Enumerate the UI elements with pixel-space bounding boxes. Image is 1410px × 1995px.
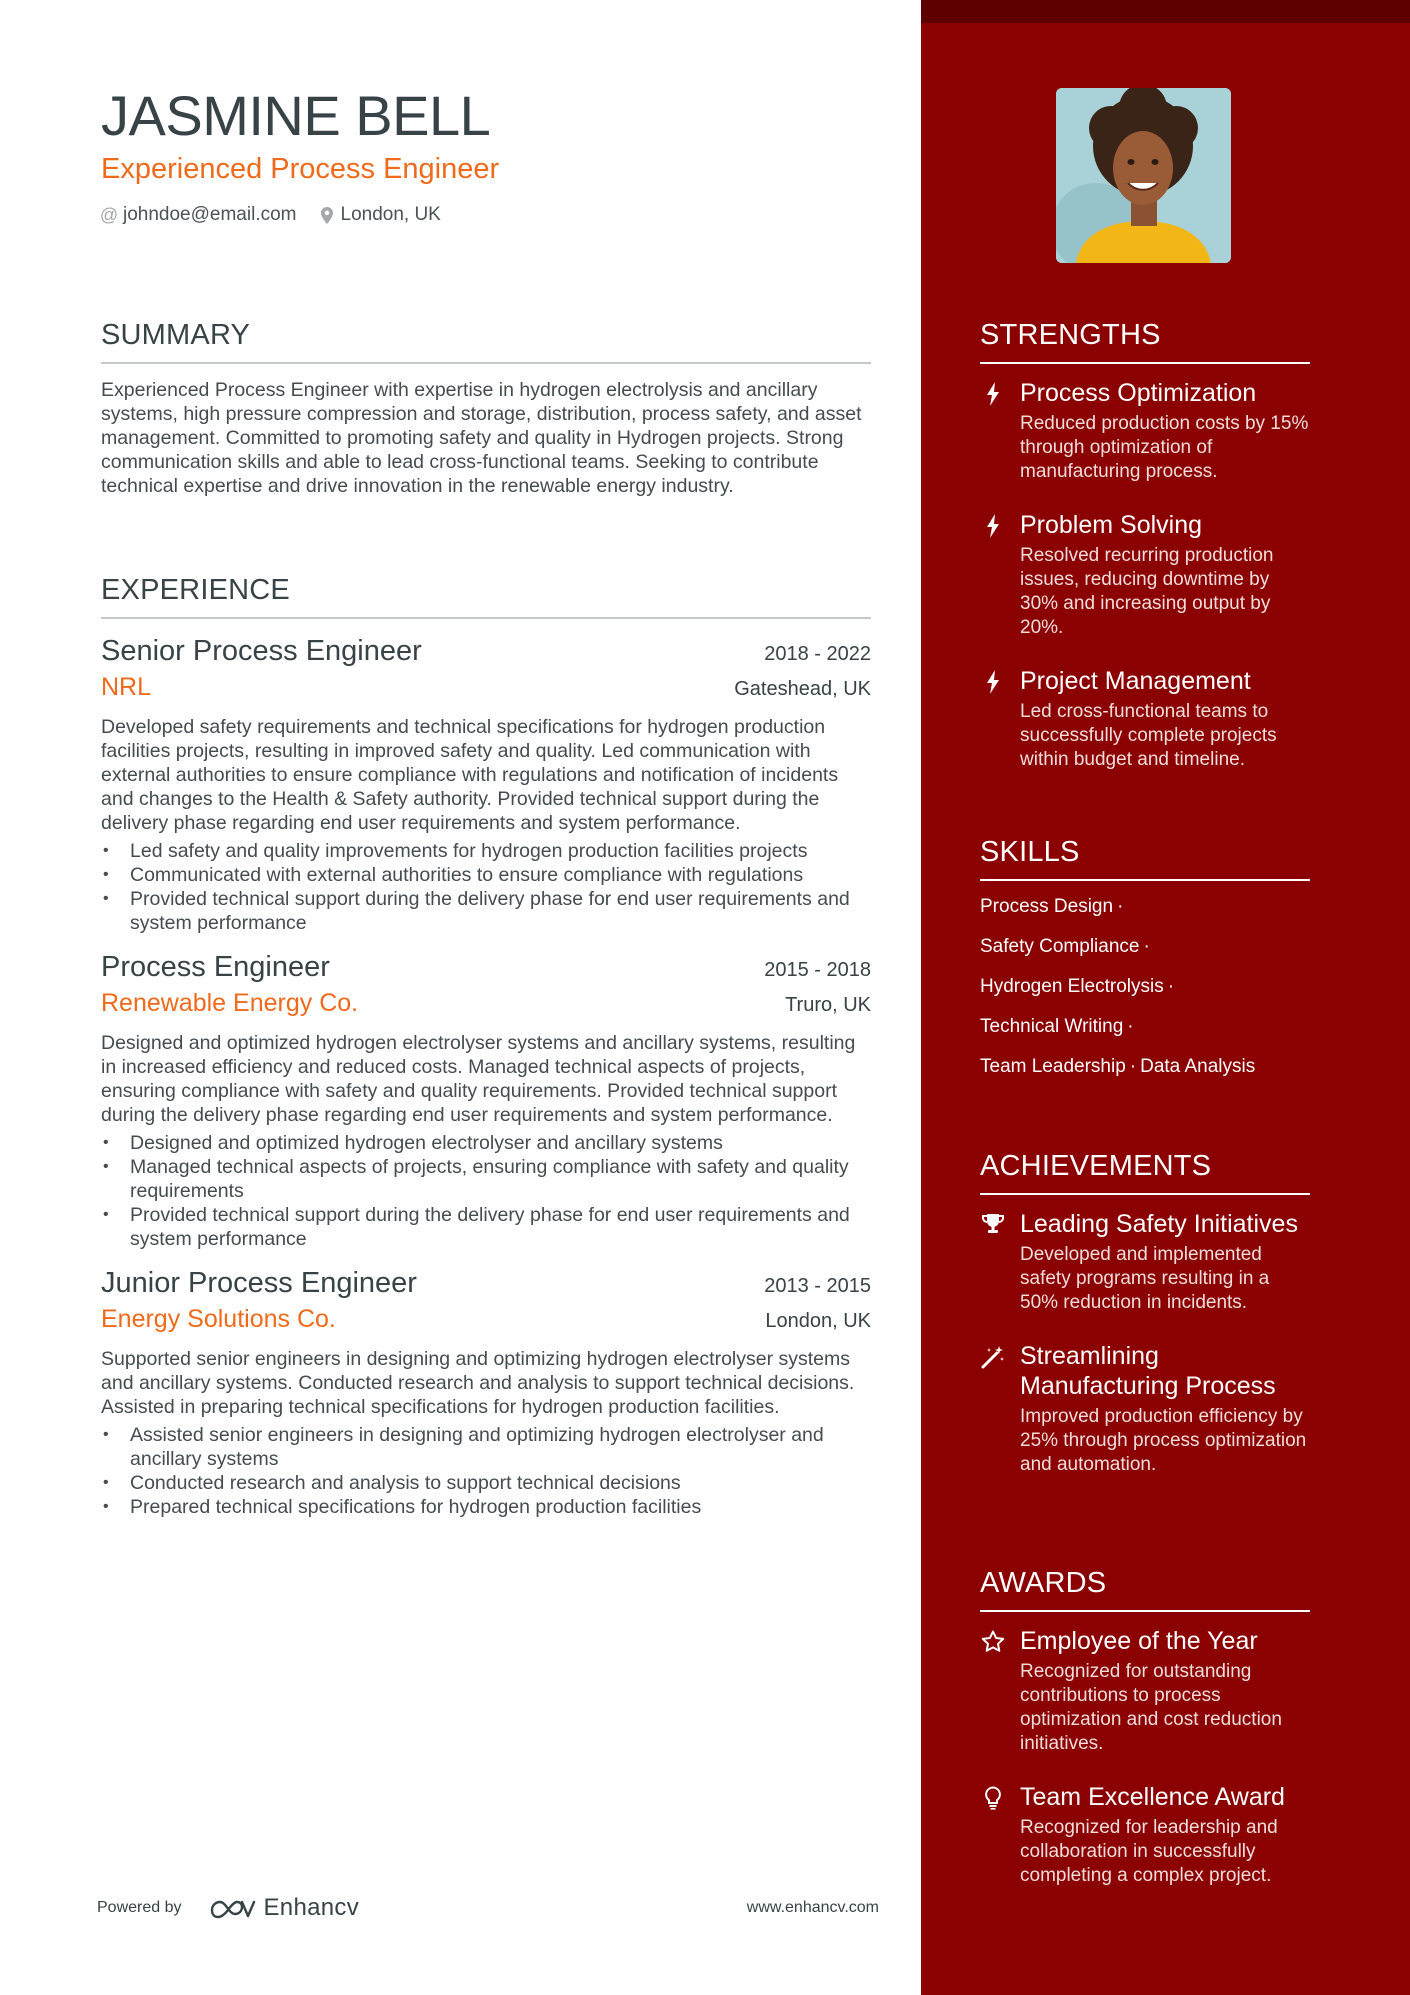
job-dates: 2013 - 2015 xyxy=(764,1275,871,1297)
skill-separator: · xyxy=(1117,896,1124,917)
job-title: Junior Process Engineer xyxy=(101,1267,417,1299)
strength-item xyxy=(980,378,1310,484)
job-bullet: • Prepared technical specifications for hydrogen production facilities xyxy=(101,1495,871,1519)
strengths-heading: STRENGTHS xyxy=(980,318,1310,364)
summary-heading: SUMMARY xyxy=(101,318,871,364)
bolt-icon xyxy=(980,510,1006,538)
skill-separator: · xyxy=(1143,936,1150,957)
contact-info xyxy=(101,204,871,226)
candidate-role: Experienced Process Engineer xyxy=(101,153,500,185)
job-bullets xyxy=(101,839,871,935)
strength-description: Reduced production costs by 15% through optimization of manufacturing process. xyxy=(1020,413,1309,482)
job-description: Supported senior engineers in designing and optimizing hydrogen electrolyser systems and ancillary systems. Conducted research and analysis to support technical decisions. Assisted in preparing technical specifications for hydrogen production facilities. xyxy=(101,1348,855,1418)
email-contact[interactable] xyxy=(101,204,297,226)
location-text: London, UK xyxy=(340,204,441,225)
strength-description: Led cross-functional teams to successfully complete projects within budget and timeline. xyxy=(1020,701,1277,770)
skills-list xyxy=(980,895,1310,1079)
lightbulb-icon xyxy=(980,1782,1006,1810)
skill-tag: Hydrogen Electrolysis xyxy=(980,976,1164,997)
skill-tag: Safety Compliance xyxy=(980,936,1140,957)
skill-separator: · xyxy=(1167,976,1175,997)
achievement-item xyxy=(980,1341,1310,1477)
job-bullet: • Managed technical aspects of projects, ensuring compliance with safety and quality requirements xyxy=(101,1155,871,1203)
experience-section xyxy=(101,573,871,1519)
trophy-icon xyxy=(980,1209,1006,1237)
achievement-title: Leading Safety Initiatives xyxy=(1020,1210,1298,1238)
at-sign-icon: @ xyxy=(99,204,119,225)
achievements-section xyxy=(980,1149,1310,1477)
job-company: Renewable Energy Co. xyxy=(101,989,359,1017)
powered-by-label: Powered by xyxy=(97,1899,182,1916)
award-item xyxy=(980,1782,1310,1888)
job-bullets xyxy=(101,1131,871,1251)
strength-title: Project Management xyxy=(1020,667,1251,695)
job-location: London, UK xyxy=(765,1310,871,1332)
job-bullet: • Led safety and quality improvements for hydrogen production facilities projects xyxy=(101,839,871,863)
strengths-section xyxy=(980,318,1310,772)
skill-separator: · xyxy=(1129,1056,1137,1077)
email-text: johndoe@email.com xyxy=(123,204,297,225)
website-link[interactable]: www.enhancv.com xyxy=(746,1899,879,1916)
job-bullet: • Provided technical support during the delivery phase for end user requirements and system performance xyxy=(101,887,871,935)
location-pin-icon xyxy=(319,206,335,224)
job-company: Energy Solutions Co. xyxy=(101,1305,336,1333)
skills-heading: SKILLS xyxy=(980,835,1310,881)
achievement-title: Streamlining Manufacturing Process xyxy=(1020,1342,1276,1400)
achievement-description: Developed and implemented safety programs resulting in a 50% reduction in incidents. xyxy=(1020,1244,1270,1313)
strength-description: Resolved recurring production issues, reducing downtime by 30% and increasing output by 20%. xyxy=(1020,545,1274,638)
skill-tag: Data Analysis xyxy=(1140,1056,1256,1077)
award-title: Employee of the Year xyxy=(1020,1627,1258,1655)
skills-section xyxy=(980,835,1310,1095)
skill-tag: Technical Writing xyxy=(980,1016,1124,1037)
job-title: Senior Process Engineer xyxy=(101,635,422,667)
award-title: Team Excellence Award xyxy=(1020,1783,1285,1811)
bolt-icon xyxy=(980,378,1006,406)
award-description: Recognized for leadership and collaboration in successfully completing a complex project. xyxy=(1020,1817,1278,1886)
experience-heading: EXPERIENCE xyxy=(101,573,871,619)
job-bullet: • Provided technical support during the delivery phase for end user requirements and system performance xyxy=(101,1203,871,1251)
sidebar-top-strip xyxy=(921,0,1410,23)
enhancv-logo-icon xyxy=(208,1896,256,1920)
achievements-heading: ACHIEVEMENTS xyxy=(980,1149,1310,1195)
sidebar xyxy=(921,0,1410,1995)
job-dates: 2015 - 2018 xyxy=(764,959,871,981)
job-bullet: • Assisted senior engineers in designing and optimizing hydrogen electrolyser and ancillary systems xyxy=(101,1423,871,1471)
skill-tag: Process Design xyxy=(980,896,1114,917)
achievement-item xyxy=(980,1209,1310,1315)
job-title: Process Engineer xyxy=(101,951,330,983)
summary-text: Experienced Process Engineer with expertise in hydrogen electrolysis and ancillary systems, high pressure compression and storage, distribution, process safety, and asset management. Committed to promoting safety and quality in Hydrogen projects. Strong communication skills and able to lead cross-functional teams. Seeking to contribute technical expertise and drive innovation in the renewable energy industry. xyxy=(101,379,862,497)
awards-heading: AWARDS xyxy=(980,1566,1310,1612)
job-bullets xyxy=(101,1423,871,1519)
job-entry xyxy=(101,1265,871,1519)
job-bullet: • Communicated with external authorities to ensure compliance with regulations xyxy=(101,863,871,887)
skill-tag: Team Leadership xyxy=(980,1056,1126,1077)
job-description: Designed and optimized hydrogen electrolyser systems and ancillary systems, resulting in increased efficiency and reduced costs. Managed technical aspects of projects, ensuring compliance with safety and quality requirements. Provided technical support during the delivery phase regarding end user requirements and system performance. xyxy=(101,1032,856,1126)
summary-section xyxy=(101,318,871,498)
job-bullet: • Conducted research and analysis to support technical decisions xyxy=(101,1471,871,1495)
award-description: Recognized for outstanding contributions to process optimization and cost reduction initiatives. xyxy=(1020,1661,1282,1754)
location-contact xyxy=(319,204,441,226)
job-dates: 2018 - 2022 xyxy=(764,643,871,665)
strength-item xyxy=(980,666,1310,772)
job-entry xyxy=(101,949,871,1251)
job-location: Truro, UK xyxy=(785,994,871,1016)
awards-section xyxy=(980,1566,1310,1888)
footer xyxy=(97,1894,879,1922)
resume-header xyxy=(101,86,871,226)
candidate-name: JASMINE BELL xyxy=(101,84,491,147)
powered-by xyxy=(97,1894,359,1922)
strength-item xyxy=(980,510,1310,640)
strength-title: Process Optimization xyxy=(1020,379,1257,407)
job-bullet: • Designed and optimized hydrogen electrolyser and ancillary systems xyxy=(101,1131,871,1155)
strength-title: Problem Solving xyxy=(1020,511,1203,539)
award-item xyxy=(980,1626,1310,1756)
enhancv-brand-text: Enhancv xyxy=(263,1894,359,1921)
profile-photo xyxy=(1056,88,1231,263)
achievement-description: Improved production efficiency by 25% through process optimization and automation. xyxy=(1020,1406,1307,1475)
job-entry xyxy=(101,633,871,935)
job-description: Developed safety requirements and technical specifications for hydrogen production facilities projects, resulting in improved safety and quality. Led communication with external authorities to ensure compliance with regulations and notification of incidents and changes to the Health & Safety authority. Provided technical support during the delivery phase regarding end user requirements and system performance. xyxy=(101,716,839,834)
magic-wand-icon xyxy=(980,1341,1006,1369)
skill-separator: · xyxy=(1127,1016,1134,1037)
bolt-icon xyxy=(980,666,1006,694)
job-company: NRL xyxy=(101,673,152,701)
star-icon xyxy=(980,1626,1006,1654)
job-location: Gateshead, UK xyxy=(734,678,871,700)
enhancv-logo[interactable] xyxy=(208,1894,360,1922)
